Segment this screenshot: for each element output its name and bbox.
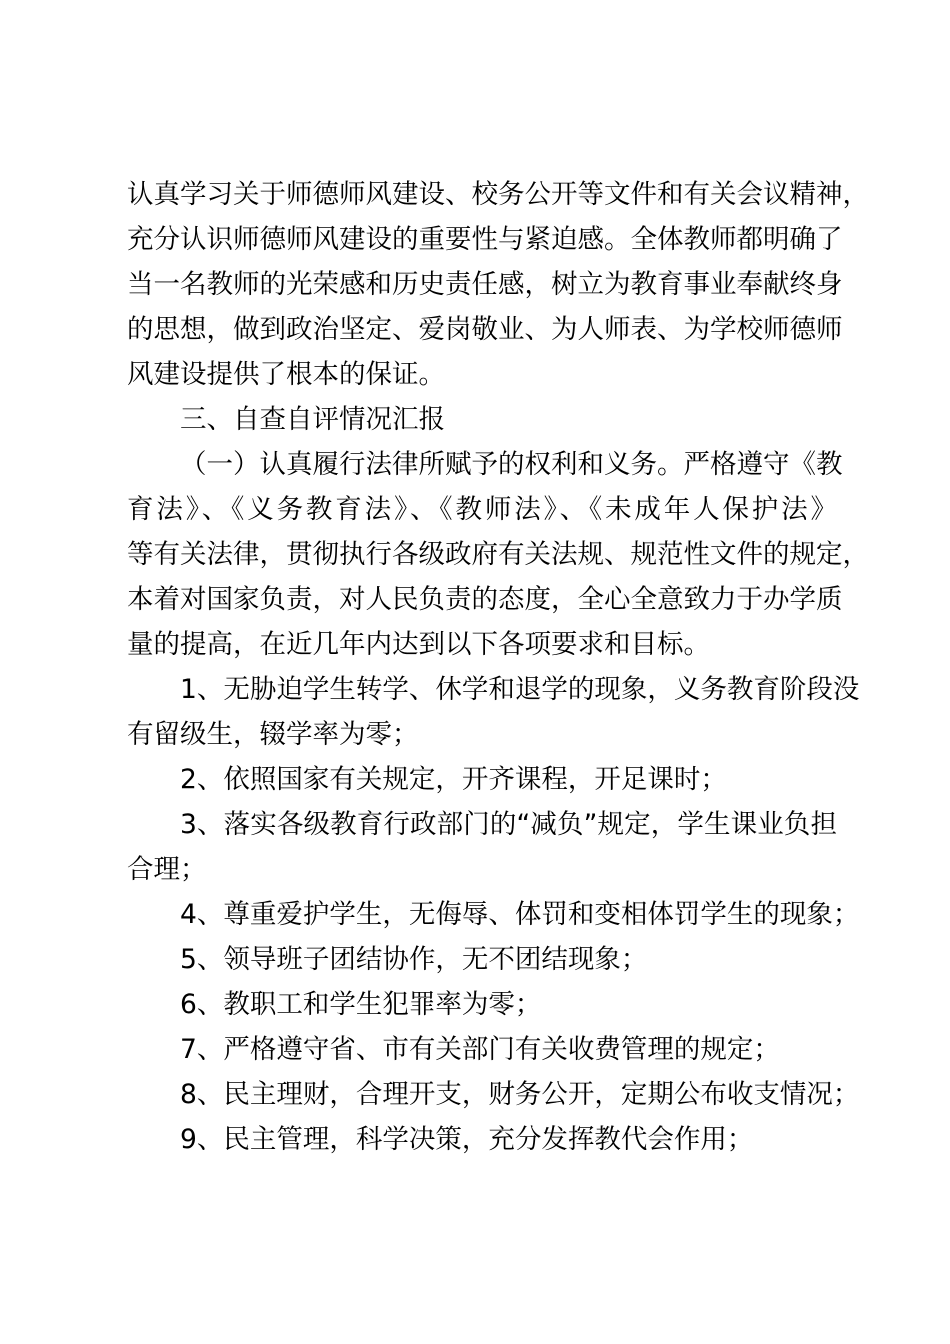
text-line: 当一名教师的光荣感和历史责任感，树立为教育事业奉献终身 (127, 269, 843, 300)
list-item: 4、尊重爱护学生，无侮辱、体罚和变相体罚学生的现象； (180, 899, 860, 930)
text-line: 育法》、《义务教育法》、《教师法》、《未成年人保护法》 (127, 494, 837, 525)
text-line: 有留级生，辍学率为零； (127, 719, 419, 750)
text-line: 充分认识师德师风建设的重要性与紧迫感。全体教师都明确了 (127, 224, 843, 255)
text-line: 本着对国家负责，对人民负责的态度，全心全意致力于办学质 (127, 584, 843, 615)
list-item (127, 802, 837, 892)
text-line: （一）认真履行法律所赋予的权利和义务。严格遵守《教 (180, 449, 843, 480)
list-item: 9、民主管理，科学决策，充分发挥教代会作用； (180, 1124, 754, 1155)
paragraph-law-compliance (127, 442, 869, 667)
text-line: 合理； (127, 854, 207, 885)
list-item: 7、严格遵守省、市有关部门有关收费管理的规定； (180, 1034, 780, 1065)
list-item (127, 667, 860, 757)
text-line: 3、落实各级教育行政部门的“减负”规定，学生课业负担 (180, 809, 837, 840)
section-heading: 三、自查自评情况汇报 (180, 404, 445, 435)
document-body (127, 172, 869, 1162)
paragraph-teacher-ethics (127, 172, 869, 397)
text-line: 1、无胁迫学生转学、休学和退学的现象，义务教育阶段没 (180, 674, 860, 705)
list-item: 2、依照国家有关规定，开齐课程，开足课时； (180, 764, 727, 795)
text-line: 等有关法律，贯彻执行各级政府有关法规、规范性文件的规定， (127, 539, 869, 570)
list-item: 8、民主理财，合理开支，财务公开，定期公布收支情况； (180, 1079, 860, 1110)
text-line: 风建设提供了根本的保证。 (127, 359, 445, 390)
text-line: 量的提高，在近几年内达到以下各项要求和目标。 (127, 629, 710, 660)
list-item: 5、领导班子团结协作，无不团结现象； (180, 944, 648, 975)
text-line: 认真学习关于师德师风建设、校务公开等文件和有关会议精神， (127, 179, 869, 210)
list-item: 6、教职工和学生犯罪率为零； (180, 989, 542, 1020)
text-line: 的思想，做到政治坚定、爱岗敬业、为人师表、为学校师德师 (127, 314, 843, 345)
